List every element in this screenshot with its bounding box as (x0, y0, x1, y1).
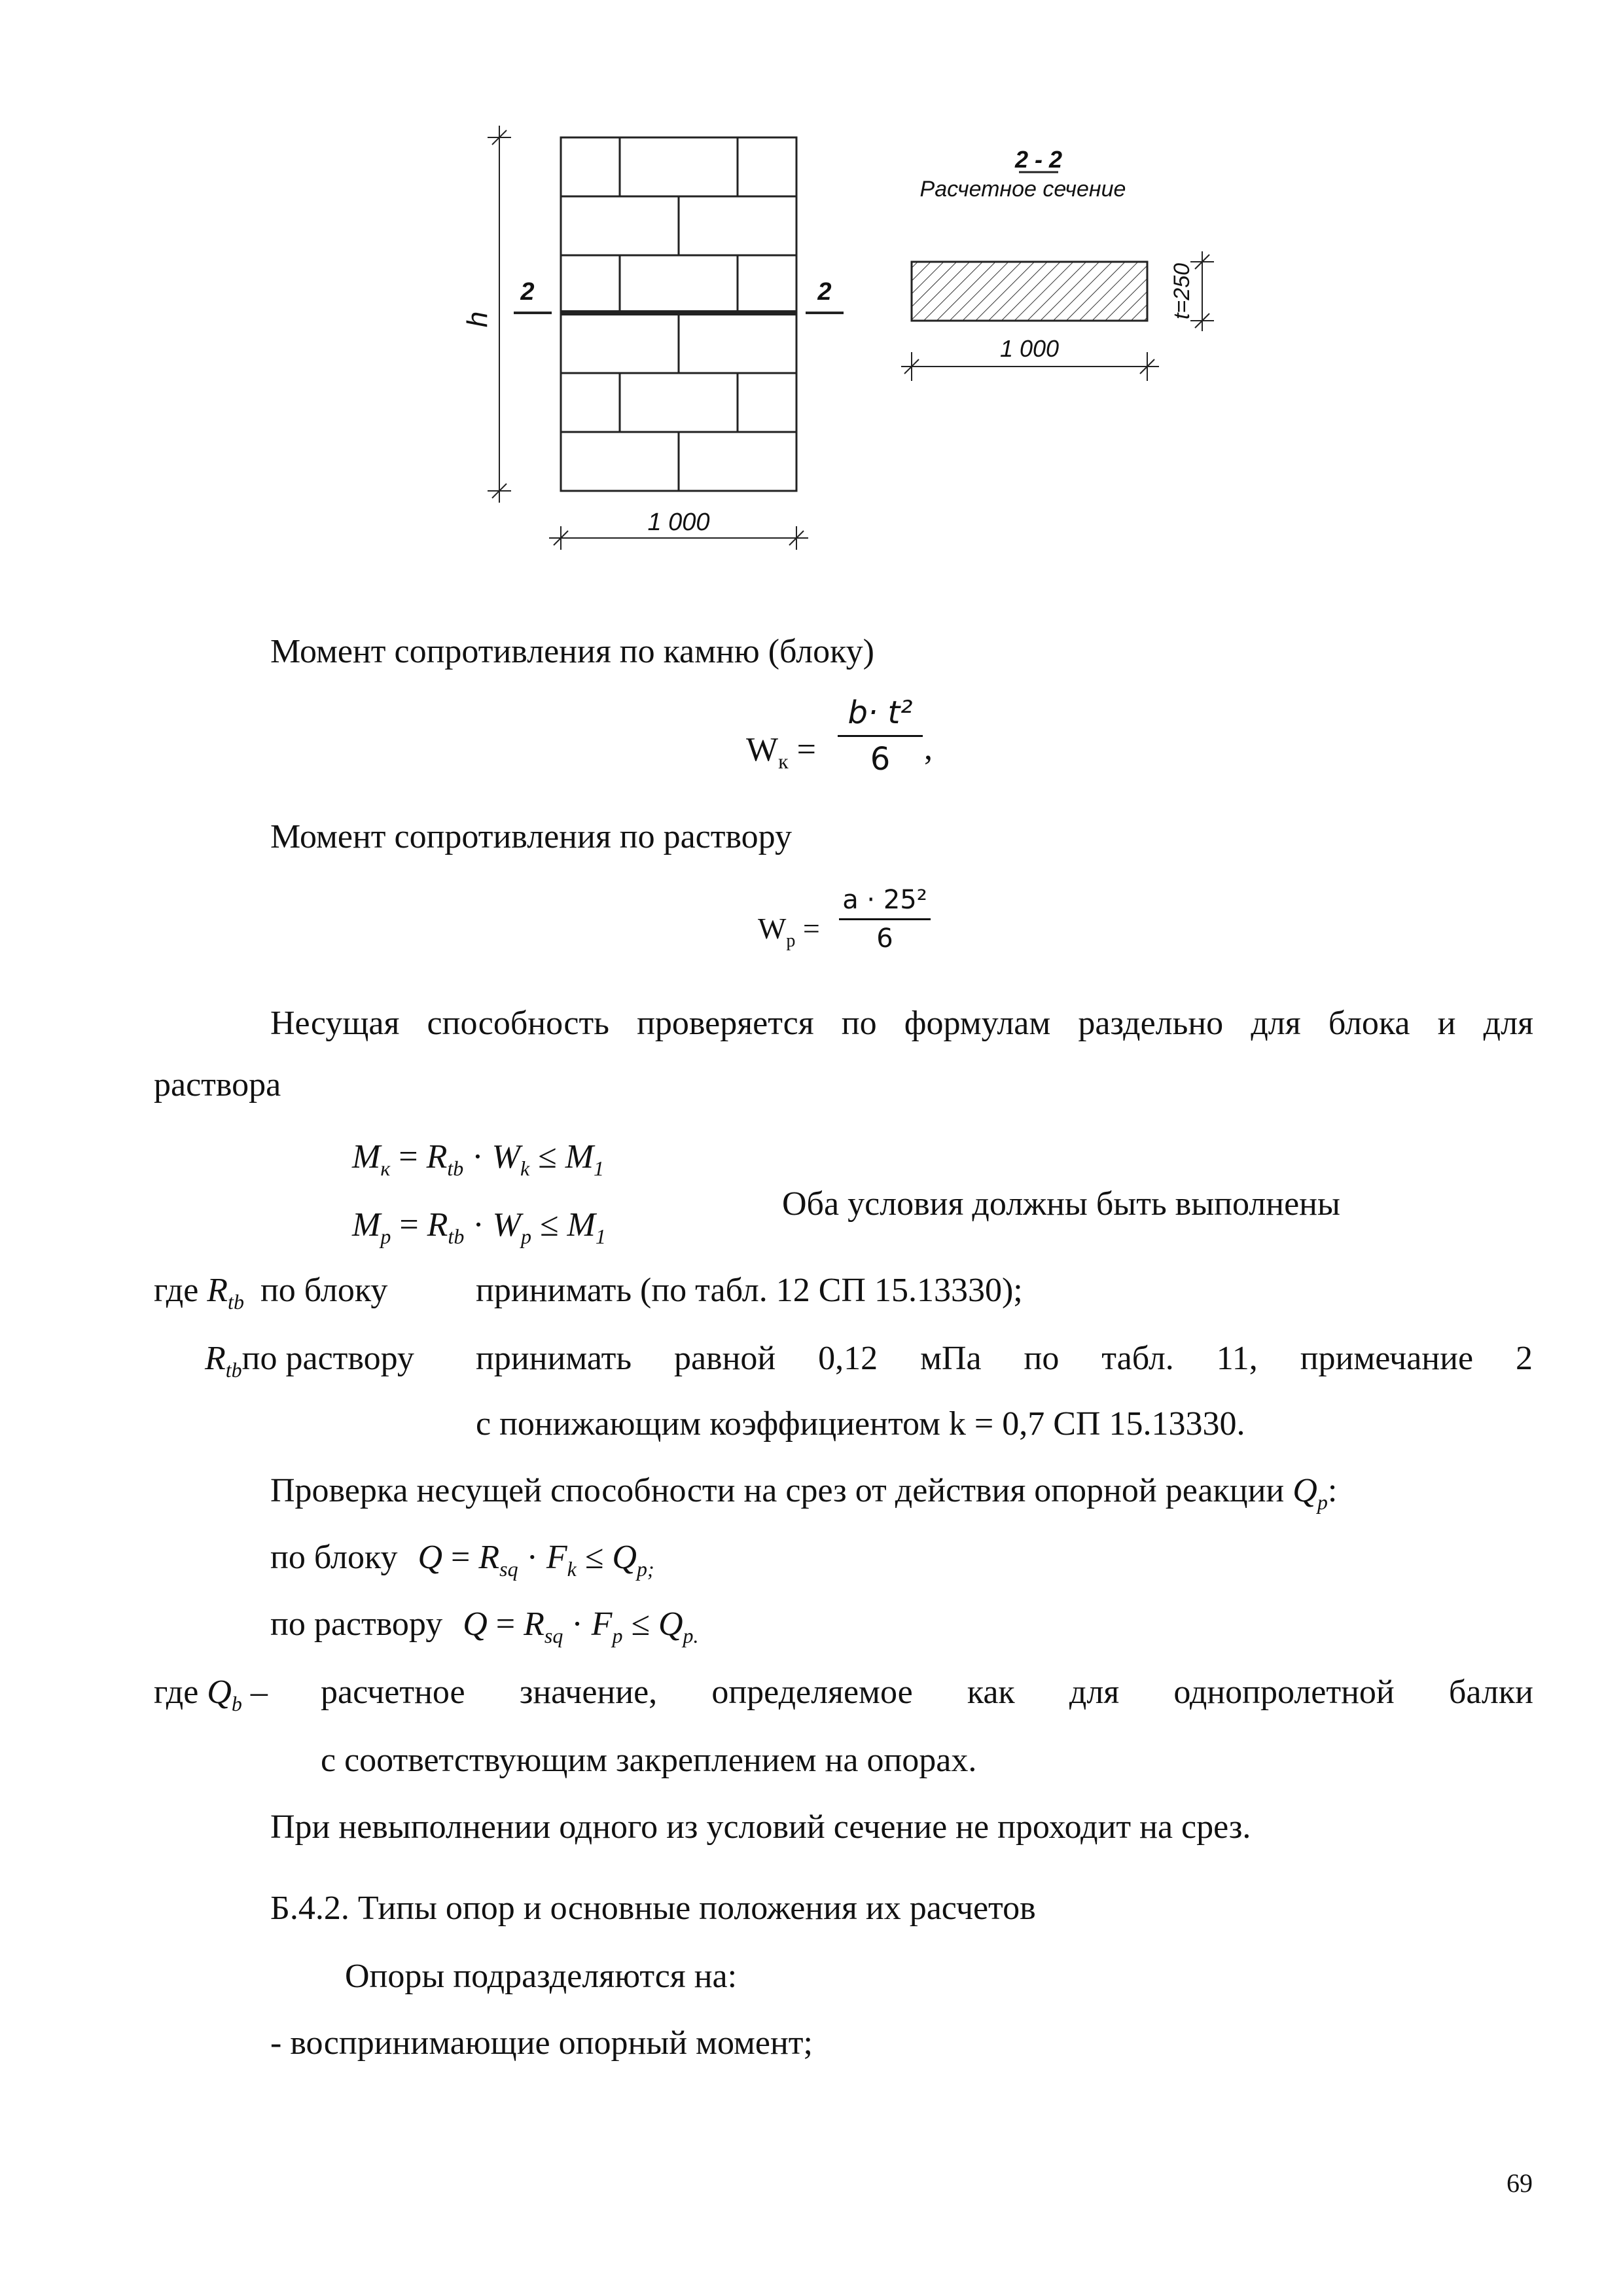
supports-item-1: - воспринимающие опорный момент; (270, 2024, 813, 2062)
wp-formula-lhs: $W_р$ = (758, 912, 820, 951)
where-rtb-mortar-def-line2: с понижающим коэффициентом k = 0,7 СП 15.13330. (476, 1405, 1245, 1443)
section-title: 2 - 2 (1014, 146, 1063, 173)
where-qb-def-line2: с соответствующим закреплением на опорах. (321, 1742, 977, 1779)
wp-fraction: a · 25² 6 (839, 887, 931, 952)
moment-mortar-heading: Момент сопротивления по раствору (270, 818, 792, 855)
where-qb-def-line1: расчетное значение, определяемое как для однопролетной балки (321, 1674, 1533, 1711)
mp-formula: $M_p = R_{tb} \cdot W_p \le M_1$ (352, 1206, 606, 1248)
section-thickness-label: t=250 (1169, 262, 1194, 320)
wall-width-label: 1 000 (647, 509, 710, 536)
where-rtb-block-def: принимать (по табл. 12 СП 15.13330); (476, 1272, 1023, 1309)
section-subtitle: Расчетное сечение (919, 177, 1126, 202)
where-rtb-mortar-def-line1: принимать равной 0,12 мПа по табл. 11, примечание 2 (476, 1340, 1533, 1377)
height-label: h (461, 311, 493, 328)
section-hatched-rect (912, 262, 1147, 321)
shear-check-heading: Проверка несущей способности на срез от действия опорной реакции $Q_p$: (270, 1472, 1338, 1514)
page-number: 69 (1507, 2168, 1533, 2198)
where-rtb-block: где $R_{tb}$ по блоку (154, 1272, 388, 1314)
cut-label-left: 2 (520, 278, 535, 306)
shear-block-formula: по блоку $Q = R_{sq} \cdot F_k \le Q_{p;}$ (270, 1539, 654, 1581)
moment-stone-heading: Момент сопротивления по камню (блоку) (270, 633, 874, 670)
masonry-figure (0, 0, 1623, 589)
capacity-paragraph-line2: раствора (154, 1066, 281, 1103)
section-width-label: 1 000 (999, 335, 1060, 362)
cut-label-right: 2 (817, 278, 832, 306)
mk-formula: $M_к = R_{tb} \cdot W_k \le M_1$ (352, 1138, 605, 1180)
wk-fraction: b· t² 6 (838, 697, 923, 775)
wk-comma: , (924, 730, 933, 767)
failure-note: При невыполнении одного из условий сечение не проходит на срез. (270, 1808, 1251, 1846)
section-heading-b42: Б.4.2. Типы опор и основные положения их расчетов (270, 1890, 1036, 1927)
shear-mortar-formula: по раствору $Q = R_{sq} \cdot F_p \le Q_{p.}$ (270, 1605, 699, 1647)
where-rtb-mortar: $R_{tb}по$ раствору (205, 1340, 414, 1382)
where-qb-label: где $Q_b$ – (154, 1674, 268, 1715)
supports-intro: Опоры подразделяются на: (345, 1958, 738, 1995)
capacity-paragraph-line1: Несущая способность проверяется по формулам раздельно для блока и для (270, 1005, 1533, 1042)
both-conditions-note: Оба условия должны быть выполнены (782, 1185, 1340, 1223)
wk-formula-lhs: $W_к$ = (746, 731, 816, 773)
